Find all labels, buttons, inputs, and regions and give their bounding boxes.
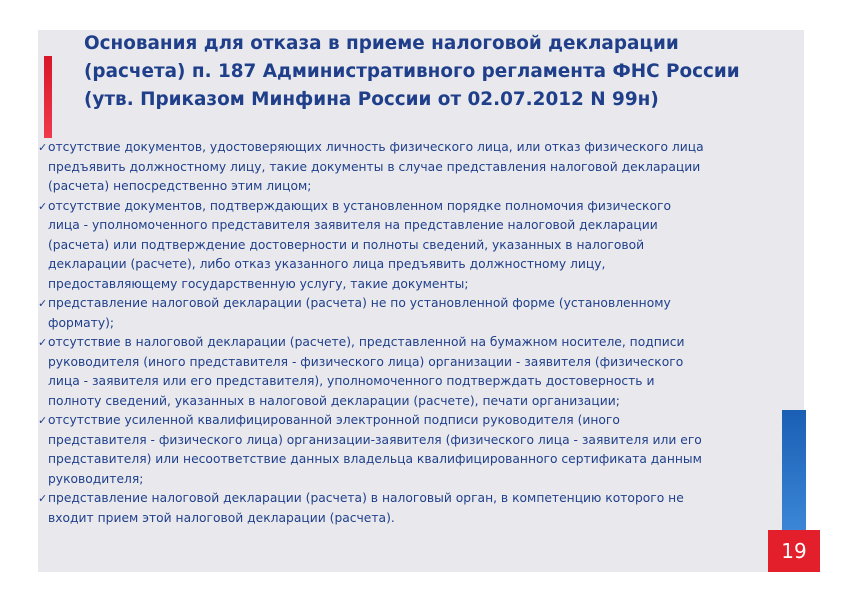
- red-accent-bar: [44, 56, 52, 138]
- page-number-badge: [768, 530, 820, 572]
- check-mark-icon: ✓: [38, 414, 48, 427]
- check-mark-icon: ✓: [38, 492, 48, 505]
- blue-accent-bar: [782, 410, 806, 530]
- item-text-line: формату);: [48, 315, 115, 330]
- grounds-list: [38, 138, 778, 528]
- title-line: (расчета) п. 187 Административного регламента ФНС России: [84, 61, 740, 82]
- title-line: (утв. Приказом Минфина России от 02.07.2012 N 99н): [84, 89, 659, 110]
- slide-title: [84, 30, 784, 114]
- list-item: [38, 333, 778, 411]
- check-mark-icon: ✓: [38, 297, 48, 310]
- list-item: [38, 489, 778, 528]
- item-text-line: отсутствие документов, удостоверяющих личность физического лица, или отказ физического лица: [48, 140, 704, 154]
- check-mark-icon: ✓: [38, 141, 48, 154]
- item-text-line: представителя - физического лица) организации-заявителя (физического лица - заявителя или его: [48, 432, 702, 447]
- list-item: [38, 197, 778, 295]
- item-text-line: предъявить должностному лицу, такие документы в случае представления налоговой декларации: [48, 159, 701, 174]
- list-item: [38, 138, 778, 197]
- item-text-line: декларации (расчете), либо отказ указанного лица предъявить должностному лицу,: [48, 257, 606, 271]
- check-mark-icon: ✓: [38, 336, 48, 349]
- item-text-line: лица - уполномоченного представителя заявителя на представление налоговой декларации: [48, 218, 658, 232]
- check-mark-icon: ✓: [38, 199, 48, 213]
- item-text-line: представителя) или несоответствие данных владельца квалифицированного сертификата данным: [48, 452, 702, 466]
- item-text-line: руководителя;: [48, 471, 144, 486]
- item-text-line: (расчета) непосредственно этим лицом;: [48, 179, 312, 193]
- title-line: Основания для отказа в приеме налоговой декларации: [84, 33, 679, 54]
- item-text-line: представление налоговой декларации (расчета) в налоговый орган, в компетенцию которого не: [48, 491, 684, 505]
- item-text-line: предоставляющему государственную услугу, такие документы;: [48, 276, 469, 291]
- page-number: 19: [781, 539, 807, 563]
- item-text-line: представление налоговой декларации (расчета) не по установленной форме (установленному: [48, 296, 671, 310]
- item-text-line: (расчета) или подтверждение достоверности и полноты сведений, указанных в налоговой: [48, 237, 645, 252]
- item-text-line: входит прием этой налоговой декларации (расчета).: [48, 510, 395, 525]
- item-text-line: полноту сведений, указанных в налоговой декларации (расчете), печати организации;: [48, 393, 620, 408]
- item-text-line: руководителя (иного представителя - физического лица) организации - заявителя (физического: [48, 354, 684, 369]
- item-text-line: отсутствие в налоговой декларации (расчете), представленной на бумажном носителе, подписи: [48, 335, 685, 349]
- list-item: [38, 294, 778, 333]
- item-text-line: отсутствие усиленной квалифицированной электронной подписи руководителя (иного: [48, 413, 620, 427]
- list-item: [38, 411, 778, 489]
- item-text-line: лица - заявителя или его представителя), уполномоченного подтверждать достоверность и: [48, 374, 655, 388]
- item-text-line: отсутствие документов, подтверждающих в установленном порядке полномочия физического: [48, 198, 671, 213]
